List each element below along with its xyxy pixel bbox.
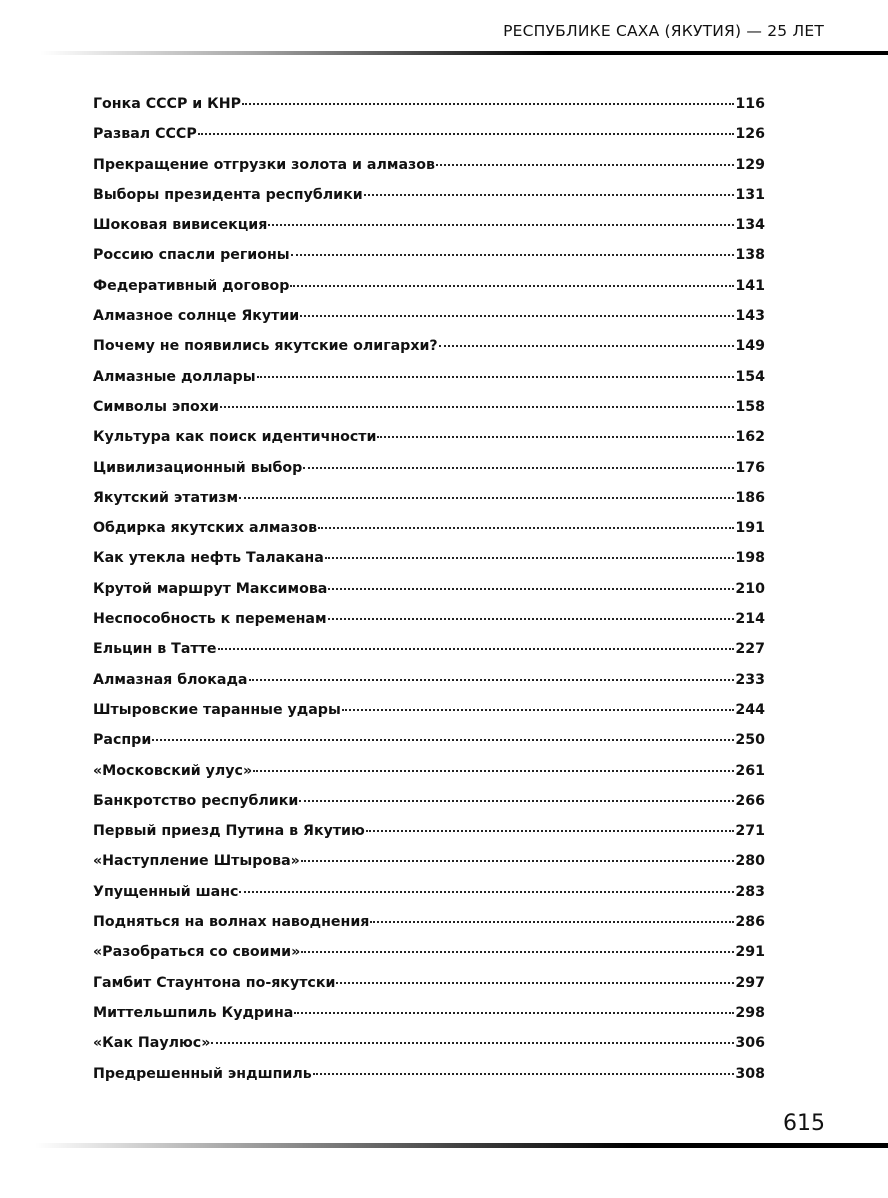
toc-entry-title: «Московский улус» [93,762,253,779]
toc-entry-page: 198 [735,550,765,567]
toc-entry-page: 134 [735,217,765,234]
toc-entry[interactable] [93,641,765,671]
toc-entry[interactable] [93,369,765,399]
toc-entry-title: Ельцин в Татте [93,641,217,658]
toc-entry-title: Алмазная блокада [93,671,248,688]
toc-entry-page: 141 [735,277,765,294]
toc-entry[interactable] [93,126,765,156]
dot-leader [370,921,734,923]
toc-entry-page: 143 [735,308,765,325]
toc-entry[interactable] [93,581,765,611]
toc-entry[interactable] [93,1005,765,1035]
footer-rule [35,1143,888,1148]
toc-entry[interactable] [93,914,765,944]
toc-entry-title: Символы эпохи [93,398,219,415]
toc-entry-title: Распри [93,732,152,749]
toc-entry[interactable] [93,853,765,883]
toc-entry-title: Шоковая вивисекция [93,217,268,234]
toc-entry-title: Культура как поиск идентичности [93,429,377,446]
toc-entry[interactable] [93,975,765,1005]
toc-entry-page: 129 [735,156,765,173]
toc-entry-page: 126 [735,126,765,143]
dot-leader [300,315,734,317]
toc-entry[interactable] [93,490,765,520]
toc-entry[interactable] [93,308,765,338]
toc-entry-title: «Разобраться со своими» [93,944,301,961]
toc-entry[interactable] [93,732,765,762]
toc-entry-page: 214 [735,611,765,628]
dot-leader [439,345,735,347]
toc-entry-page: 261 [735,762,765,779]
toc-entry-page: 227 [735,641,765,658]
toc-entry-page: 162 [735,429,765,446]
toc-entry[interactable] [93,884,765,914]
toc-entry-page: 271 [735,823,765,840]
dot-leader [291,254,735,256]
dot-leader [328,588,734,590]
toc-entry-page: 233 [735,671,765,688]
toc-entry-page: 154 [735,368,765,385]
toc-entry-page: 308 [735,1065,765,1082]
dot-leader [152,739,734,741]
dot-leader [211,1042,734,1044]
dot-leader [364,194,735,196]
page-number: 615 [783,1111,825,1136]
toc-entry-page: 297 [735,974,765,991]
dot-leader [198,133,735,135]
dot-leader [301,951,734,953]
toc-entry-title: Прекращение отгрузки золота и алмазов [93,156,436,173]
dot-leader [318,527,734,529]
dot-leader [253,770,734,772]
toc-entry-title: Подняться на волнах наводнения [93,914,370,931]
toc-entry-title: Предрешенный эндшпиль [93,1065,312,1082]
toc-entry[interactable] [93,217,765,247]
toc-entry-title: Первый приезд Путина в Якутию [93,823,365,840]
dot-leader [218,648,735,650]
toc-entry[interactable] [93,1066,765,1096]
dot-leader [239,497,734,499]
toc-entry-page: 210 [735,580,765,597]
toc-entry[interactable] [93,823,765,853]
toc-entry[interactable] [93,157,765,187]
toc-entry-title: Упущенный шанс [93,883,239,900]
dot-leader [268,224,734,226]
toc-entry-page: 286 [735,914,765,931]
toc-entry-title: Якутский этатизм [93,489,239,506]
dot-leader [328,618,735,620]
running-header: РЕСПУБЛИКЕ САХА (ЯКУТИЯ) — 25 ЛЕТ [503,22,824,40]
toc-entry[interactable] [93,96,765,126]
toc-entry-title: Штыровские таранные удары [93,701,341,718]
toc-entry[interactable] [93,793,765,823]
dot-leader [325,557,735,559]
toc-entry[interactable] [93,278,765,308]
dot-leader [294,1012,734,1014]
dot-leader [436,164,734,166]
dot-leader [301,860,735,862]
toc-entry-title: Россию спасли регионы [93,247,290,264]
toc-entry-title: Гамбит Стаунтона по-якутски [93,974,336,991]
toc-entry-title: Обдирка якутских алмазов [93,520,318,537]
toc-entry[interactable] [93,702,765,732]
toc-entry-title: Крутой маршрут Максимова [93,580,328,597]
dot-leader [336,982,734,984]
toc-entry-title: Неспособность к переменам [93,611,327,628]
toc-entry-page: 131 [735,186,765,203]
toc-entry[interactable] [93,399,765,429]
toc-entry-title: Алмазные доллары [93,368,256,385]
dot-leader [242,103,734,105]
toc-entry-page: 158 [735,398,765,415]
toc-entry[interactable] [93,460,765,490]
toc-entry[interactable] [93,550,765,580]
toc-entry-page: 298 [735,1004,765,1021]
toc-entry[interactable] [93,1035,765,1065]
toc-entry[interactable] [93,763,765,793]
toc-entry-page: 149 [735,338,765,355]
toc-entry-page: 176 [735,459,765,476]
toc-entry-page: 116 [735,96,765,112]
dot-leader [342,709,735,711]
header-rule [40,51,888,55]
toc-entry-title: Федеративный договор [93,277,290,294]
dot-leader [299,800,734,802]
table-of-contents [93,96,765,1096]
toc-entry[interactable] [93,944,765,974]
toc-entry[interactable] [93,187,765,217]
dot-leader [249,679,735,681]
toc-entry-title: Алмазное солнце Якутии [93,308,300,325]
toc-entry-page: 250 [735,732,765,749]
toc-entry-page: 244 [735,701,765,718]
dot-leader [257,376,735,378]
toc-entry-title: «Как Паулюс» [93,1035,211,1052]
dot-leader [290,285,734,287]
toc-entry-page: 266 [735,792,765,809]
toc-entry-title: Почему не появились якутские олигархи? [93,338,438,355]
toc-entry-title: «Наступление Штырова» [93,853,300,870]
toc-entry-title: Цивилизационный выбор [93,459,303,476]
toc-entry[interactable] [93,247,765,277]
toc-entry-page: 191 [735,520,765,537]
toc-entry[interactable] [93,338,765,368]
dot-leader [313,1073,735,1075]
dot-leader [377,436,734,438]
toc-entry-page: 280 [735,853,765,870]
toc-entry-page: 138 [735,247,765,264]
dot-leader [239,891,734,893]
toc-entry-page: 186 [735,489,765,506]
dot-leader [366,830,735,832]
toc-entry[interactable] [93,520,765,550]
toc-entry-title: Развал СССР [93,126,197,143]
toc-entry-page: 306 [735,1035,765,1052]
toc-entry-title: Миттельшпиль Кудрина [93,1004,294,1021]
toc-entry-title: Как утекла нефть Талакана [93,550,324,567]
toc-entry-title: Гонка СССР и КНР [93,96,242,112]
dot-leader [220,406,734,408]
toc-entry[interactable] [93,429,765,459]
toc-entry-title: Выборы президента республики [93,186,363,203]
toc-entry[interactable] [93,672,765,702]
dot-leader [303,467,734,469]
toc-entry-page: 291 [735,944,765,961]
toc-entry-title: Банкротство республики [93,792,299,809]
toc-entry-page: 283 [735,883,765,900]
toc-entry[interactable] [93,611,765,641]
